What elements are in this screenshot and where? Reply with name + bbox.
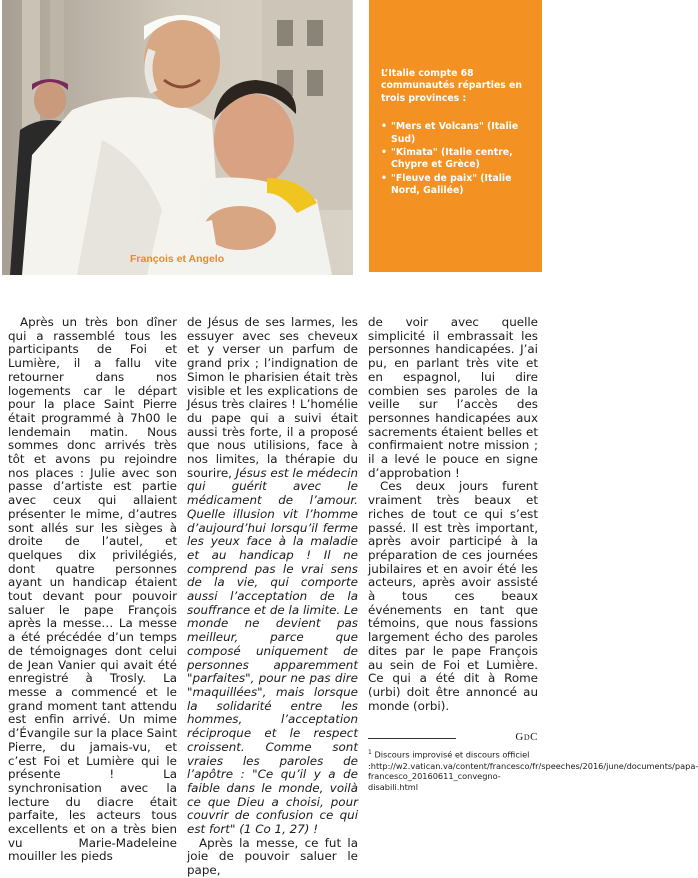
papal-quote: Jésus est le médecin qui guérit avec le médicament de l’amour. Quelle illusion vit l’homme d’aujourd’hui lorsqu’il ferme les yeux face à la maladie et au handicap ! Il ne comprend pas le vrai sens de la vie, qui comporte aussi l’acceptation de la souffrance et de la limite. Le monde ne devient pas meilleur, parce que composé uniquement de personnes apparemment "parfaites", pour ne pas dire "maquillées", mais lorsque la solidarité entre les hommes, l’acceptation réciproque et le respect croissent. Comme sont vraies les paroles de l’apôtre : "Ce qu’il y a de faible dans le monde, voilà ce que Dieu a choisi, pour couvrir de confusion ce qui est fort" (1 Co 1, 27) ! (187, 465, 358, 837)
footnote-text: Discours improvisé et discours officiel :http://w2.vatican.va/content/francesco/fr/speeches/2016/june/documents/papa-francesco_20160611_convegno-disabili.html (368, 749, 698, 793)
bullet-icon: • (381, 121, 387, 133)
province-item (381, 121, 532, 146)
paragraph-text: de Jésus de ses larmes, les essuyer avec ses cheveux et y verser un parfum de grand prix ; l’indignation de Simon le pharisien était très visible et les explications de Jésus très claires ! L’homélie du pape qui a suivi était aussi très forte, il a proposé que nous utilisions, face à nos limites, la thérapie du sourire, (187, 315, 358, 480)
bullet-icon: • (381, 172, 387, 184)
province-label: "Mers et Volcans" (Italie Sud) (391, 121, 519, 145)
photo-illustration (2, 0, 353, 275)
signature-initial: C (530, 731, 538, 744)
province-label: "Kimata" (Italie centre, Chypre et Grèce) (391, 147, 513, 171)
footnote-number: 1 (368, 749, 372, 756)
signature-initial: G (515, 731, 524, 744)
article-paragraph: Ces deux jours furent vraiment très beaux et riches de tout ce qui s’est passé. Il est très important, après avoir participé à la préparation de ces journées jubilaires et en avoir été les acteurs, après avoir assisté à tous ces beaux événements en tant que témoins, que nous fassions largement écho des paroles dites par le pape François au sein de Foi et Lumière. Ce qui a été dit à Rome (urbi) doit être annoncé au monde (orbi). (368, 479, 538, 713)
footnote-divider (368, 738, 456, 739)
article-photo (2, 0, 353, 275)
article-column-1 (8, 316, 177, 864)
province-label: "Fleuve de paix" (Italie Nord, Galilée) (391, 172, 512, 197)
photo-caption: François et Angelo (130, 253, 225, 265)
article-paragraph: de voir avec quelle simplicité il embrassait les personnes handicapées. J’ai pu, en parlant très vite et en espagnol, lui dire combien ses paroles de la veille sur l’accès des personnes handicapées aux sacrements étaient belles et confirmaient notre mission ; il a levé le pouce en signe d’approbation ! (368, 315, 538, 480)
signature-initial: D (523, 733, 531, 743)
province-item (381, 147, 532, 172)
article-paragraph (187, 316, 358, 837)
article-paragraph: Après un très bon dîner qui a rassemblé tous les participants de Foi et Lumière, il a fallu vite retourner dans nos logements car le départ pour la place Saint Pierre était programmé à 7h00 le lendemain matin. Nous sommes donc arrivés très tôt et avons pu rejoindre nos places : Julie avec son passe d’artiste est partie avec ceux qui allaient présenter le mime, d’autres sont allés sur les sièges à droite de l’autel, et quelques dix privilégiés, dont quatre personnes ayant un handicap étaient tout devant pour pouvoir saluer le pape François après la messe… La messe a été précédée d’un temps de témoignages dont celui de Jean Vanier qui avait été enregistré à Trosly. La messe a commencé et le grand moment tant attendu est enfin arrivé. Un mime d’Évangile sur la place Saint Pierre, du jamais-vu, et c’est Foi et Lumière qui le présente ! La synchronisation avec la lecture du diacre était parfaite, les acteurs tous excellents et on a très bien vu Marie-Madeleine mouiller les pieds (8, 315, 177, 864)
article-paragraph: Après la messe, ce fut la joie de pouvoir saluer le pape, (187, 835, 358, 878)
province-item (381, 173, 532, 198)
bullet-icon: • (381, 147, 387, 159)
italy-communities-box (369, 0, 542, 272)
info-box-intro: L’Italie compte 68 communautés réparties en trois provinces : (381, 68, 522, 104)
province-list (381, 121, 532, 197)
footnote (368, 748, 698, 793)
article-column-2 (187, 316, 358, 878)
article-column-3 (368, 316, 538, 745)
